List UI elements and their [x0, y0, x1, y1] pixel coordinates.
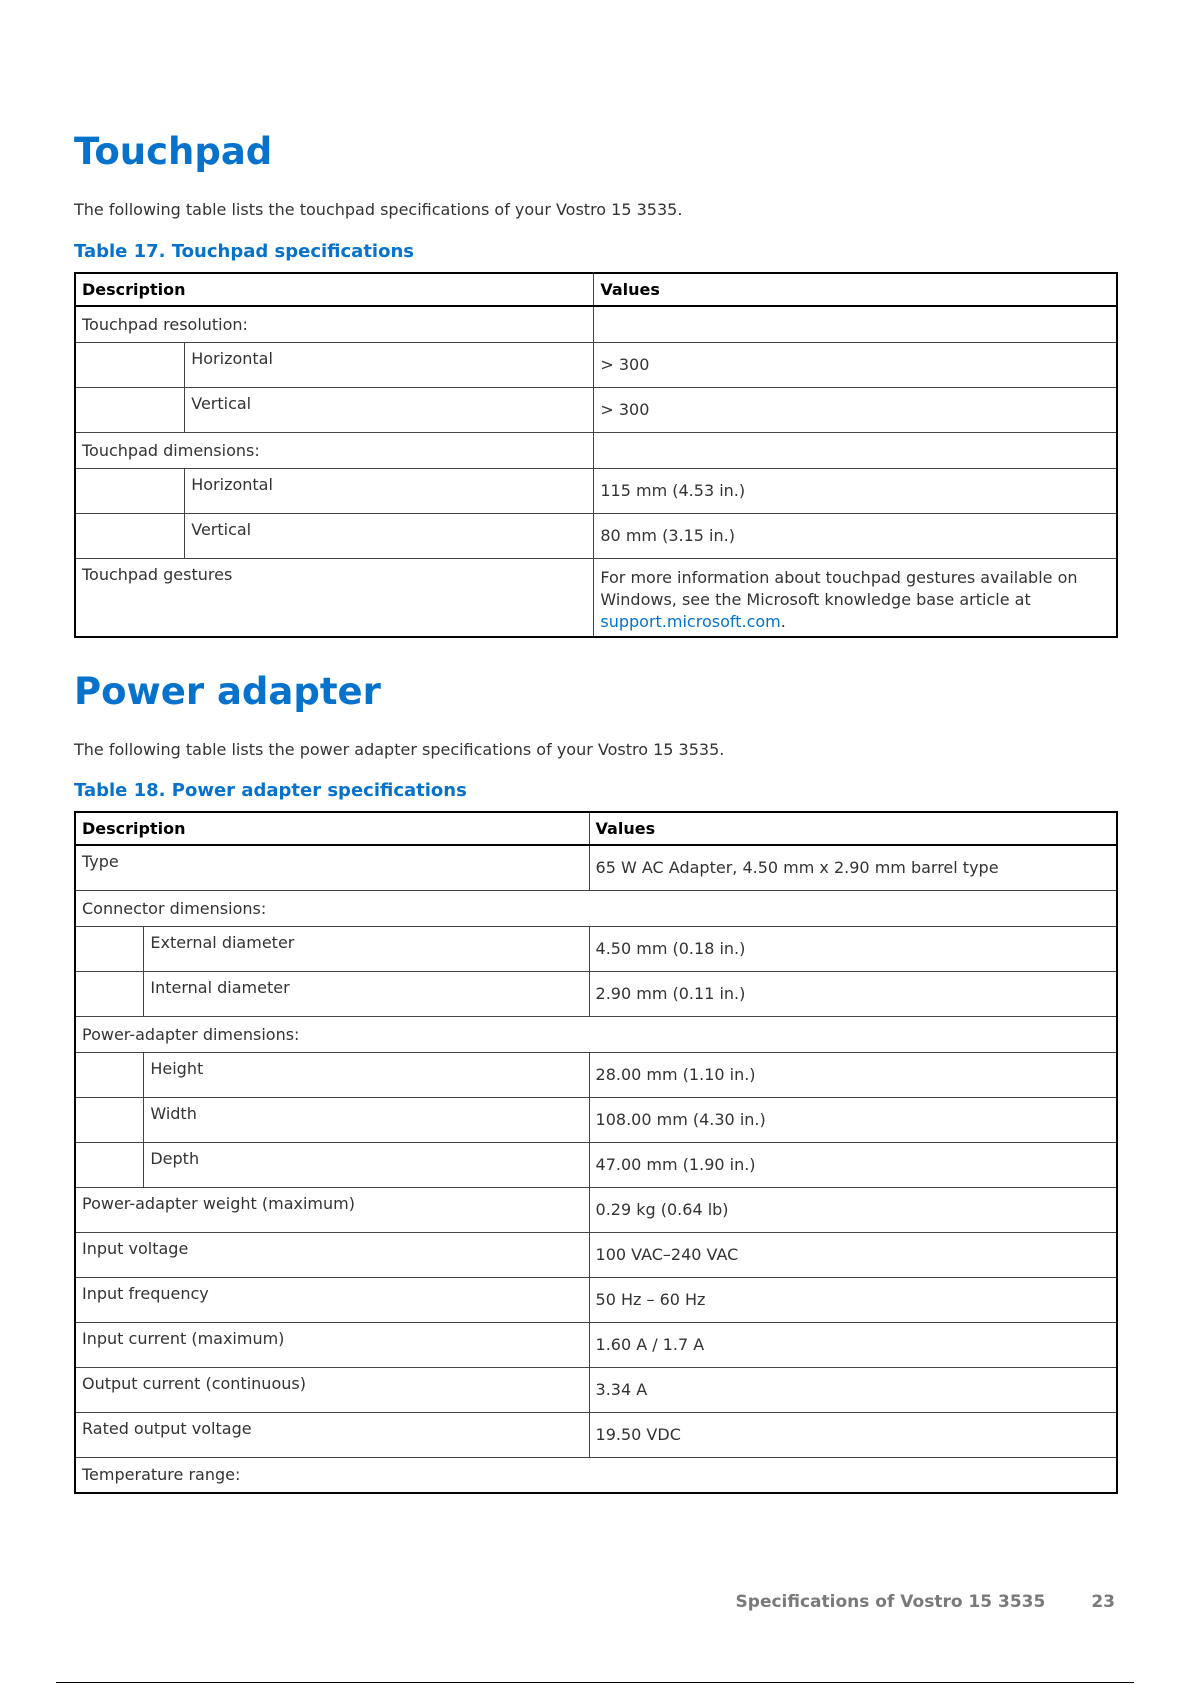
table-header-row	[75, 812, 1117, 845]
value-dim-horizontal: 115 mm (4.53 in.)	[594, 468, 1117, 513]
footer-rule	[56, 1682, 1134, 1683]
row-label-output-current: Output current (continuous)	[75, 1367, 589, 1412]
sub-label-ext-diameter: External diameter	[144, 926, 589, 971]
sub-label-dim-vertical: Vertical	[185, 513, 594, 558]
table-row	[75, 1277, 1117, 1322]
column-header-values: Values	[594, 273, 1117, 306]
page-number: 23	[1091, 1592, 1115, 1612]
gestures-text: For more information about touchpad gestures available on Windows, see the Microsoft knowledge base article at	[600, 567, 1078, 609]
table-row	[75, 1052, 1117, 1097]
footer-title: Specifications of Vostro 15 3535	[735, 1592, 1046, 1612]
row-label-adapter-dimensions: Power-adapter dimensions:	[75, 1016, 1117, 1052]
table-row	[75, 387, 1117, 432]
table-row	[75, 1016, 1117, 1052]
value-weight: 0.29 kg (0.64 lb)	[589, 1187, 1117, 1232]
power-adapter-heading: Power adapter	[74, 670, 381, 713]
table-row	[75, 1322, 1117, 1367]
value-type: 65 W AC Adapter, 4.50 mm x 2.90 mm barrel type	[589, 845, 1117, 890]
row-label-gestures: Touchpad gestures	[75, 558, 594, 637]
indent-cell	[75, 387, 185, 432]
value-int-diameter: 2.90 mm (0.11 in.)	[589, 971, 1117, 1016]
table-row	[75, 1367, 1117, 1412]
value-gestures	[594, 558, 1117, 637]
table-row	[75, 513, 1117, 558]
table-row	[75, 1412, 1117, 1457]
row-label-resolution: Touchpad resolution:	[75, 306, 594, 342]
table-row	[75, 1232, 1117, 1277]
sub-label-height: Height	[144, 1052, 589, 1097]
table-row	[75, 1097, 1117, 1142]
row-label-connector: Connector dimensions:	[75, 890, 1117, 926]
value-dim-vertical: 80 mm (3.15 in.)	[594, 513, 1117, 558]
table-row	[75, 845, 1117, 890]
value-res-horizontal: > 300	[594, 342, 1117, 387]
value-depth: 47.00 mm (1.90 in.)	[589, 1142, 1117, 1187]
table-row	[75, 342, 1117, 387]
sub-label-width: Width	[144, 1097, 589, 1142]
indent-cell	[75, 468, 185, 513]
sub-label-dim-horizontal: Horizontal	[185, 468, 594, 513]
row-value-empty	[594, 306, 1117, 342]
value-input-voltage: 100 VAC–240 VAC	[589, 1232, 1117, 1277]
sub-label-depth: Depth	[144, 1142, 589, 1187]
row-label-input-frequency: Input frequency	[75, 1277, 589, 1322]
row-label-temperature: Temperature range:	[75, 1457, 1117, 1493]
page-footer	[736, 1592, 1115, 1612]
touchpad-spec-table	[74, 272, 1118, 638]
touchpad-table-caption: Table 17. Touchpad specifications	[74, 241, 414, 262]
indent-cell	[75, 1097, 144, 1142]
row-label-type: Type	[75, 845, 589, 890]
table-row	[75, 1457, 1117, 1493]
column-header-description: Description	[75, 273, 594, 306]
table-row	[75, 468, 1117, 513]
indent-cell	[75, 1142, 144, 1187]
power-adapter-intro: The following table lists the power adapter specifications of your Vostro 15 3535.	[74, 740, 725, 759]
indent-cell	[75, 971, 144, 1016]
power-adapter-table-caption: Table 18. Power adapter specifications	[74, 780, 467, 801]
row-label-rated-voltage: Rated output voltage	[75, 1412, 589, 1457]
gestures-end: .	[780, 611, 786, 631]
row-label-dimensions: Touchpad dimensions:	[75, 432, 594, 468]
sub-label-res-horizontal: Horizontal	[185, 342, 594, 387]
row-label-weight: Power-adapter weight (maximum)	[75, 1187, 589, 1232]
column-header-values: Values	[589, 812, 1117, 845]
indent-cell	[75, 926, 144, 971]
power-adapter-spec-table	[74, 811, 1118, 1494]
table-row	[75, 971, 1117, 1016]
value-res-vertical: > 300	[594, 387, 1117, 432]
table-row	[75, 926, 1117, 971]
value-width: 108.00 mm (4.30 in.)	[589, 1097, 1117, 1142]
row-value-empty	[594, 432, 1117, 468]
column-header-description: Description	[75, 812, 589, 845]
indent-cell	[75, 513, 185, 558]
value-ext-diameter: 4.50 mm (0.18 in.)	[589, 926, 1117, 971]
support-link[interactable]: support.microsoft.com	[600, 611, 781, 631]
touchpad-heading: Touchpad	[74, 130, 273, 173]
table-header-row	[75, 273, 1117, 306]
value-input-frequency: 50 Hz – 60 Hz	[589, 1277, 1117, 1322]
touchpad-intro: The following table lists the touchpad specifications of your Vostro 15 3535.	[74, 200, 683, 219]
indent-cell	[75, 1052, 144, 1097]
value-output-current: 3.34 A	[589, 1367, 1117, 1412]
table-row	[75, 1187, 1117, 1232]
table-row	[75, 306, 1117, 342]
value-rated-voltage: 19.50 VDC	[589, 1412, 1117, 1457]
table-row	[75, 432, 1117, 468]
table-row	[75, 890, 1117, 926]
row-label-input-voltage: Input voltage	[75, 1232, 589, 1277]
value-height: 28.00 mm (1.10 in.)	[589, 1052, 1117, 1097]
indent-cell	[75, 342, 185, 387]
sub-label-res-vertical: Vertical	[185, 387, 594, 432]
sub-label-int-diameter: Internal diameter	[144, 971, 589, 1016]
row-label-input-current: Input current (maximum)	[75, 1322, 589, 1367]
value-input-current: 1.60 A / 1.7 A	[589, 1322, 1117, 1367]
table-row	[75, 1142, 1117, 1187]
table-row	[75, 558, 1117, 637]
